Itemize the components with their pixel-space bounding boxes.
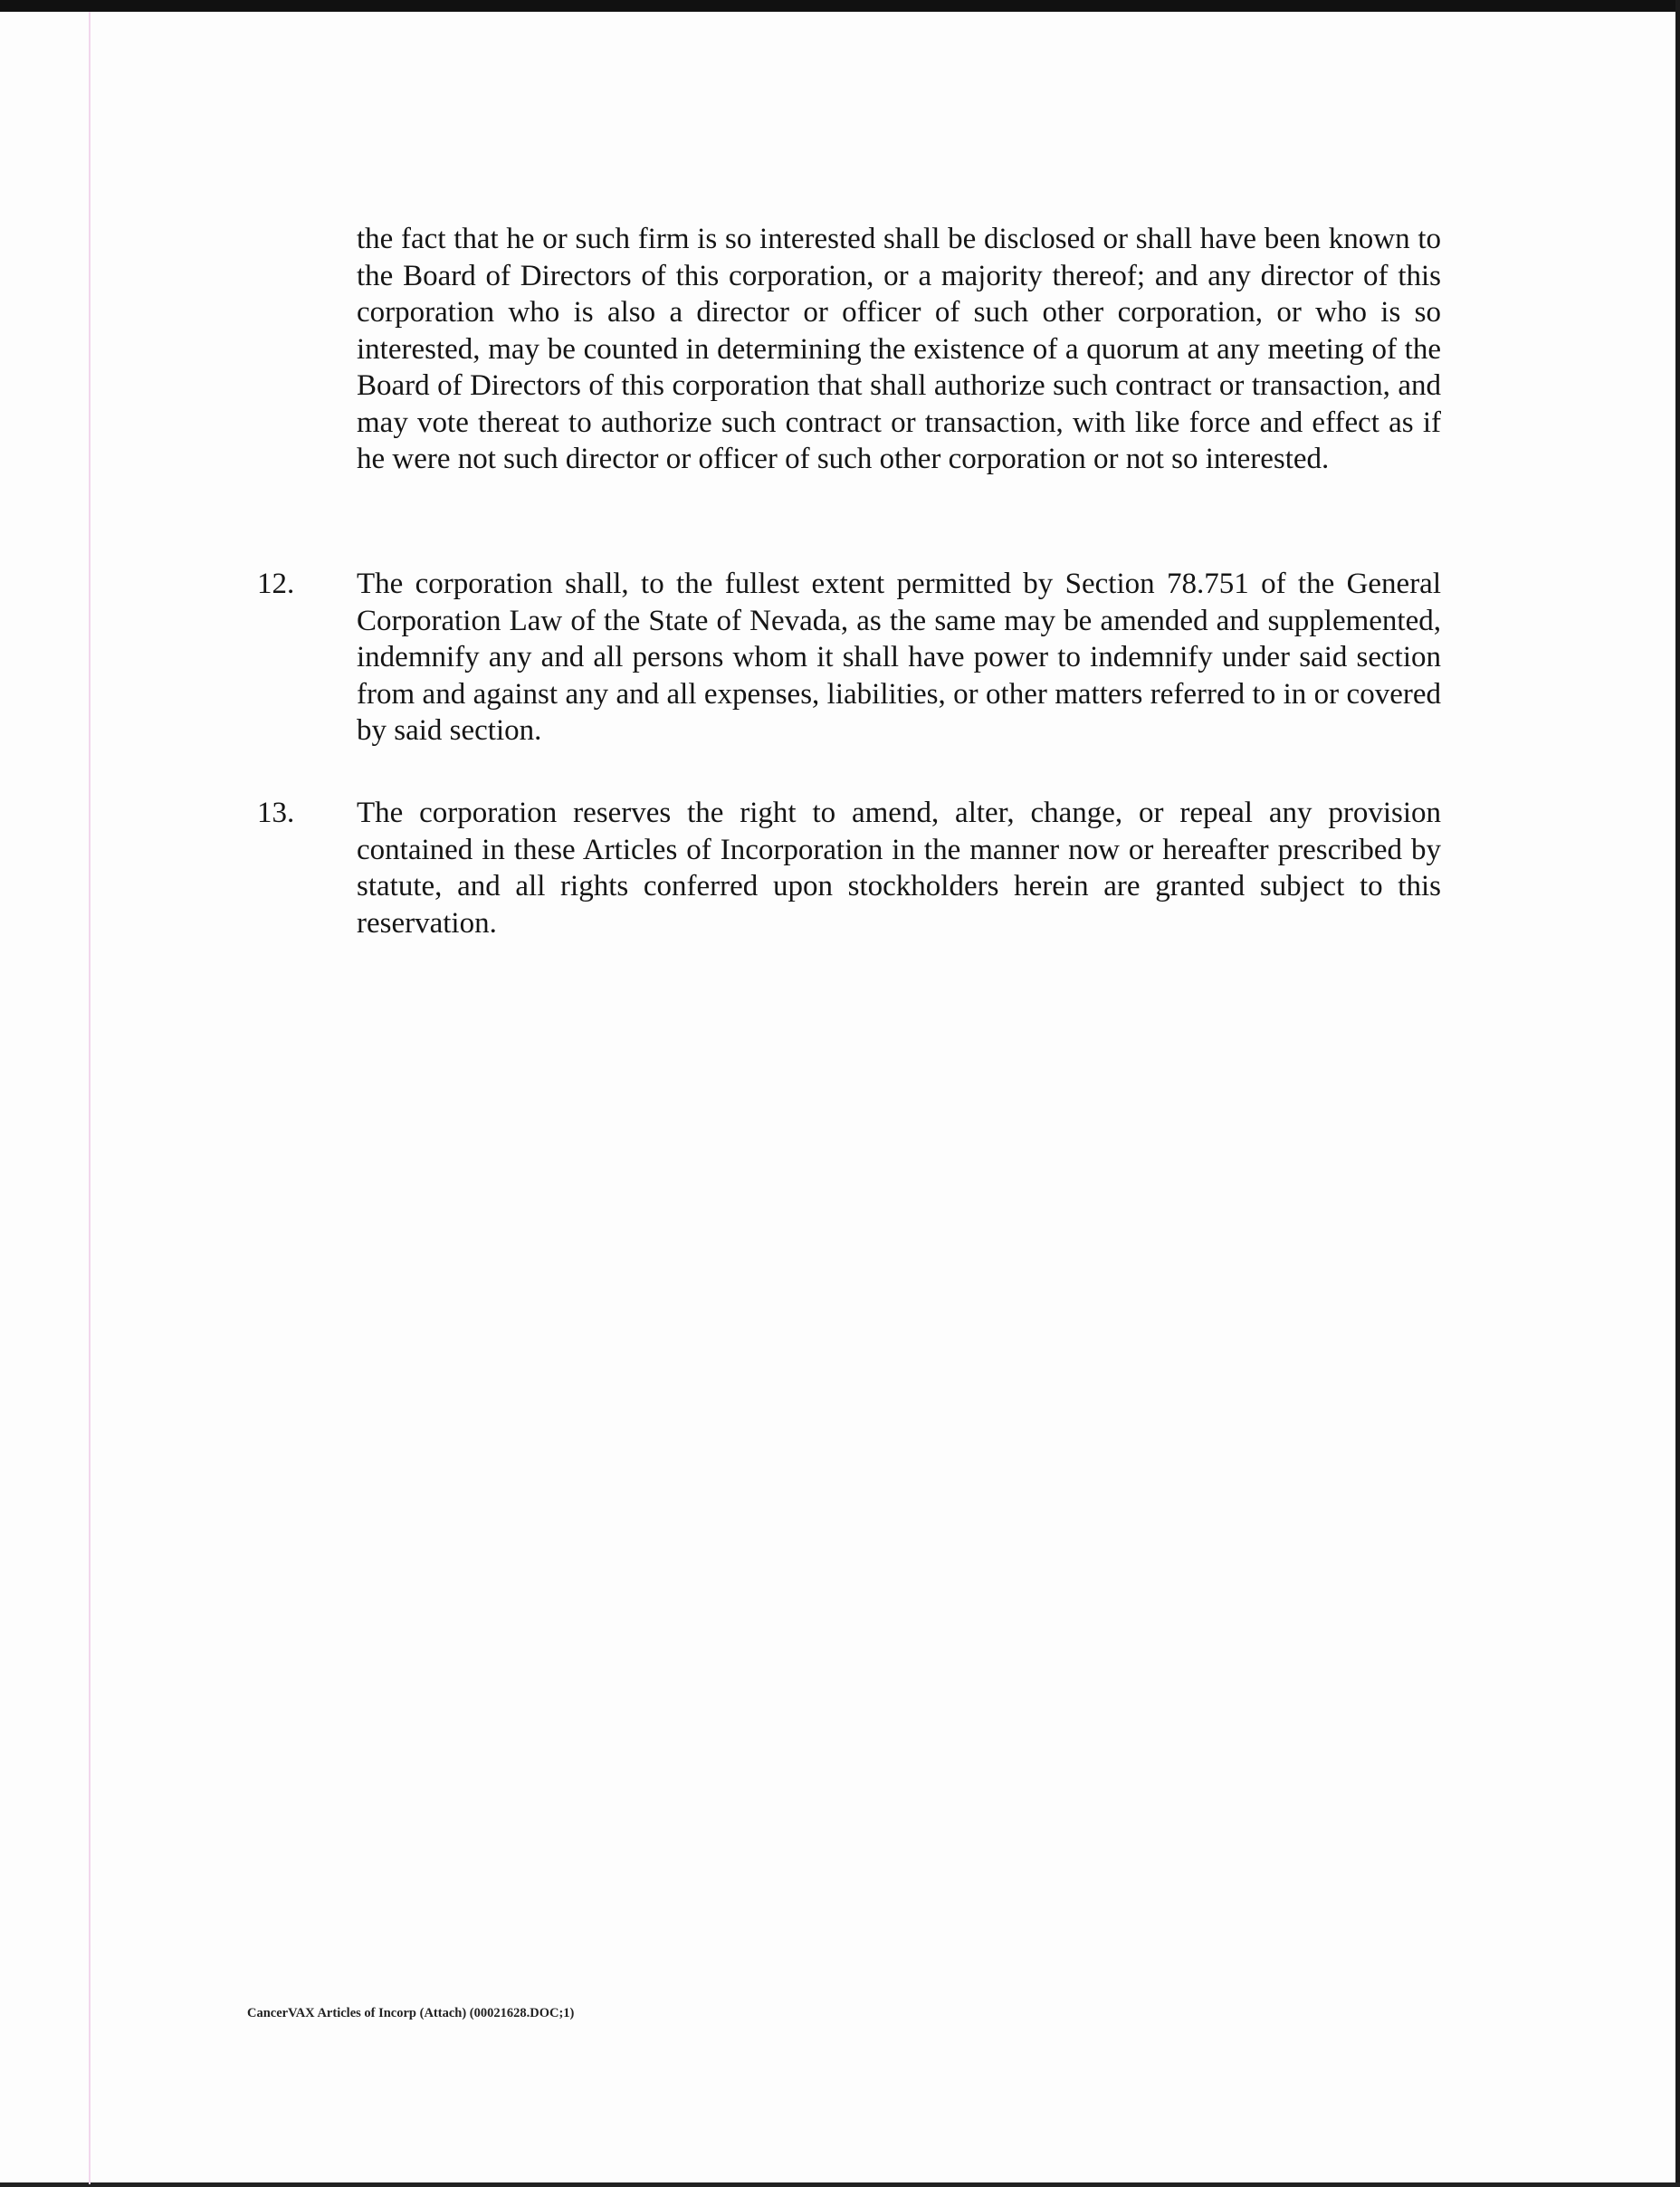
document-footer-reference: CancerVAX Articles of Incorp (Attach) (00021628.DOC;1) xyxy=(247,2006,575,2020)
article-12-text: The corporation shall, to the fullest extent permitted by Section 78.751 of the General Corporation Law of the State of Nevada, as the same may be amended and supplemented, indemnify any and all persons whom it shall have power to indemnify under said section from and against any and all expenses, liabilities, or other matters referred to in or covered by said section. xyxy=(357,568,1441,747)
article-number-13: 13. xyxy=(257,797,295,829)
article-13-text: The corporation reserves the right to amend, alter, change, or repeal any provision contained in these Articles of Incorporation in the manner now or hereafter prescribed by statute, and all rights conferred upon stockholders herein are granted subject to this reservation. xyxy=(357,797,1441,940)
continuation-paragraph: the fact that he or such firm is so interested shall be disclosed or shall have been known to the Board of Directors of this corporation, or a majority thereof; and any director of this corporation who is also a director or officer of such other corporation, or who is so interested, may be counted in determining the existence of a quorum at any meeting of the Board of Directors of this corporation that shall authorize such contract or transaction, and may vote thereat to authorize such contract or transaction, with like force and effect as if he were not such director or officer of such other corporation or not so interested. xyxy=(357,223,1441,475)
article-number-12: 12. xyxy=(257,568,295,600)
